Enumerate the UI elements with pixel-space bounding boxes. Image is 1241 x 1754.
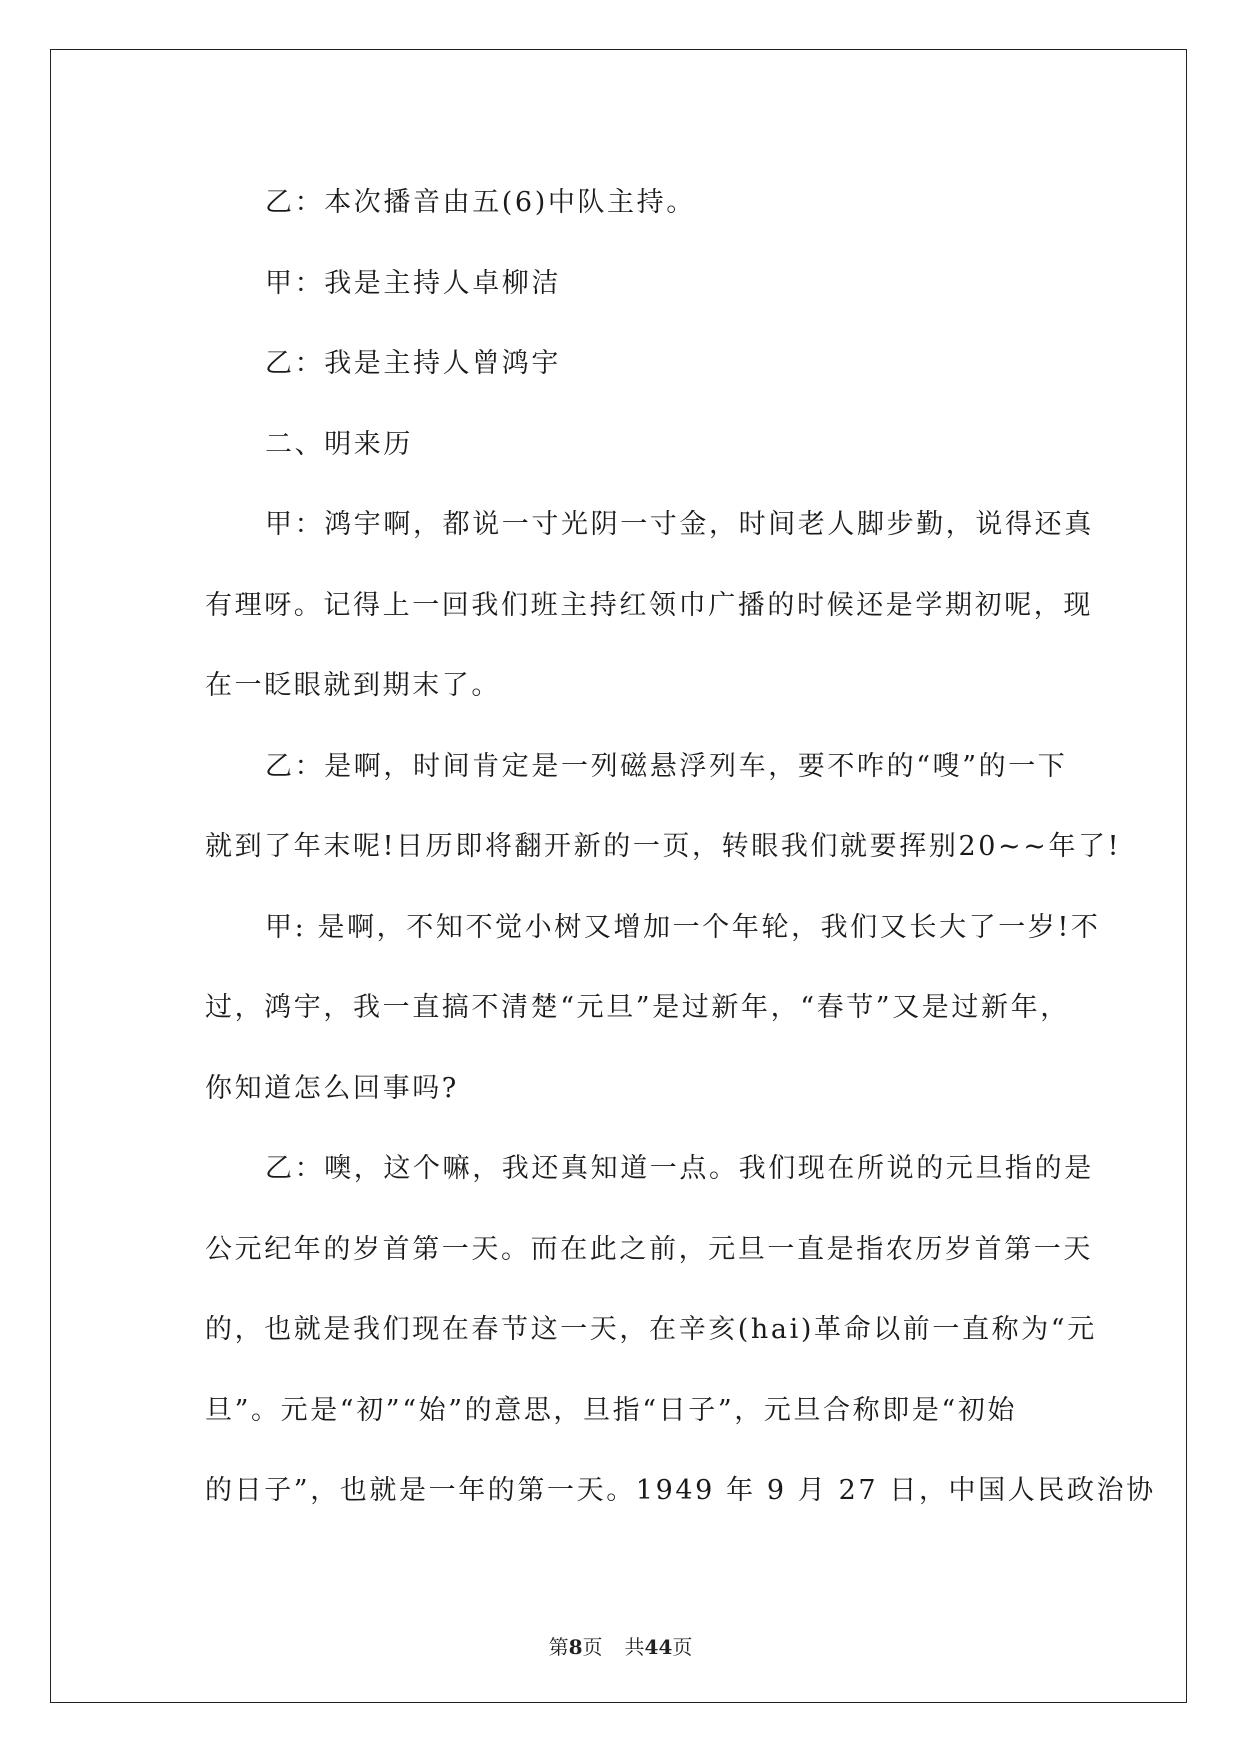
- document-body: [151, 163, 1156, 1532]
- text-line: 旦”。元是“初”“始”的意思，旦指“日子”，元旦合称即是“初始: [205, 1394, 1018, 1426]
- text-line: 有理呀。记得上一回我们班主持红领巾广播的时候还是学期初呢，现: [205, 589, 1093, 621]
- paragraph: [151, 727, 1122, 888]
- text-line: 的，也就是我们现在春节这一天，在辛亥(hai)革命以前一直称为“元: [205, 1314, 1097, 1345]
- page-suffix: 页: [582, 1635, 603, 1659]
- total-prefix: 共: [624, 1635, 645, 1659]
- text-line: 就到了年末呢!日历即将翻开新的一页，转眼我们就要挥别20~~年了!: [205, 831, 1122, 862]
- text-line: 在一眨眼就到期末了。: [205, 670, 501, 701]
- text-line: 乙：我是主持人曾鸿宇: [265, 348, 561, 379]
- total-suffix: 页: [672, 1635, 693, 1659]
- page-prefix: 第: [548, 1635, 569, 1659]
- text-line: 过，鸿宇，我一直搞不清楚“元旦”是过新年，“春节”又是过新年，: [205, 992, 1070, 1023]
- page-number: 8: [568, 1635, 583, 1659]
- paragraph: [151, 163, 1085, 244]
- paragraph: [151, 888, 1101, 1130]
- text-line: 乙：是啊，时间肯定是一列磁悬浮列车，要不咋的“嗖”的一下: [265, 750, 1068, 782]
- text-line: 乙：本次播音由五(6)中队主持。: [265, 187, 696, 218]
- text-line: 公元纪年的岁首第一天。而在此之前，元旦一直是指农历岁首第一天: [205, 1233, 1093, 1265]
- text-line: 甲: 是啊，不知不觉小树又增加一个年轮，我们又长大了一岁!不: [265, 911, 1101, 943]
- text-line: 甲：鸿宇啊，都说一寸光阴一寸金，时间老人脚步勤，说得还真: [265, 509, 1094, 540]
- paragraph: [151, 485, 1094, 727]
- total-pages: 44: [644, 1635, 673, 1659]
- text-line: 你知道怎么回事吗?: [205, 1072, 459, 1104]
- paragraph: [151, 244, 1085, 325]
- page-footer: [0, 1631, 1241, 1660]
- paragraph: [151, 405, 1085, 486]
- text-line: 甲：我是主持人卓柳洁: [265, 267, 561, 299]
- text-line: 乙：噢，这个嘛，我还真知道一点。我们现在所说的元旦指的是: [265, 1153, 1094, 1184]
- paragraph: [151, 324, 1085, 405]
- text-line: 的日子”，也就是一年的第一天。1949 年 9 月 27 日，中国人民政治协: [205, 1475, 1156, 1506]
- paragraph: [151, 1129, 1156, 1532]
- section-heading: 二、明来历: [265, 428, 413, 460]
